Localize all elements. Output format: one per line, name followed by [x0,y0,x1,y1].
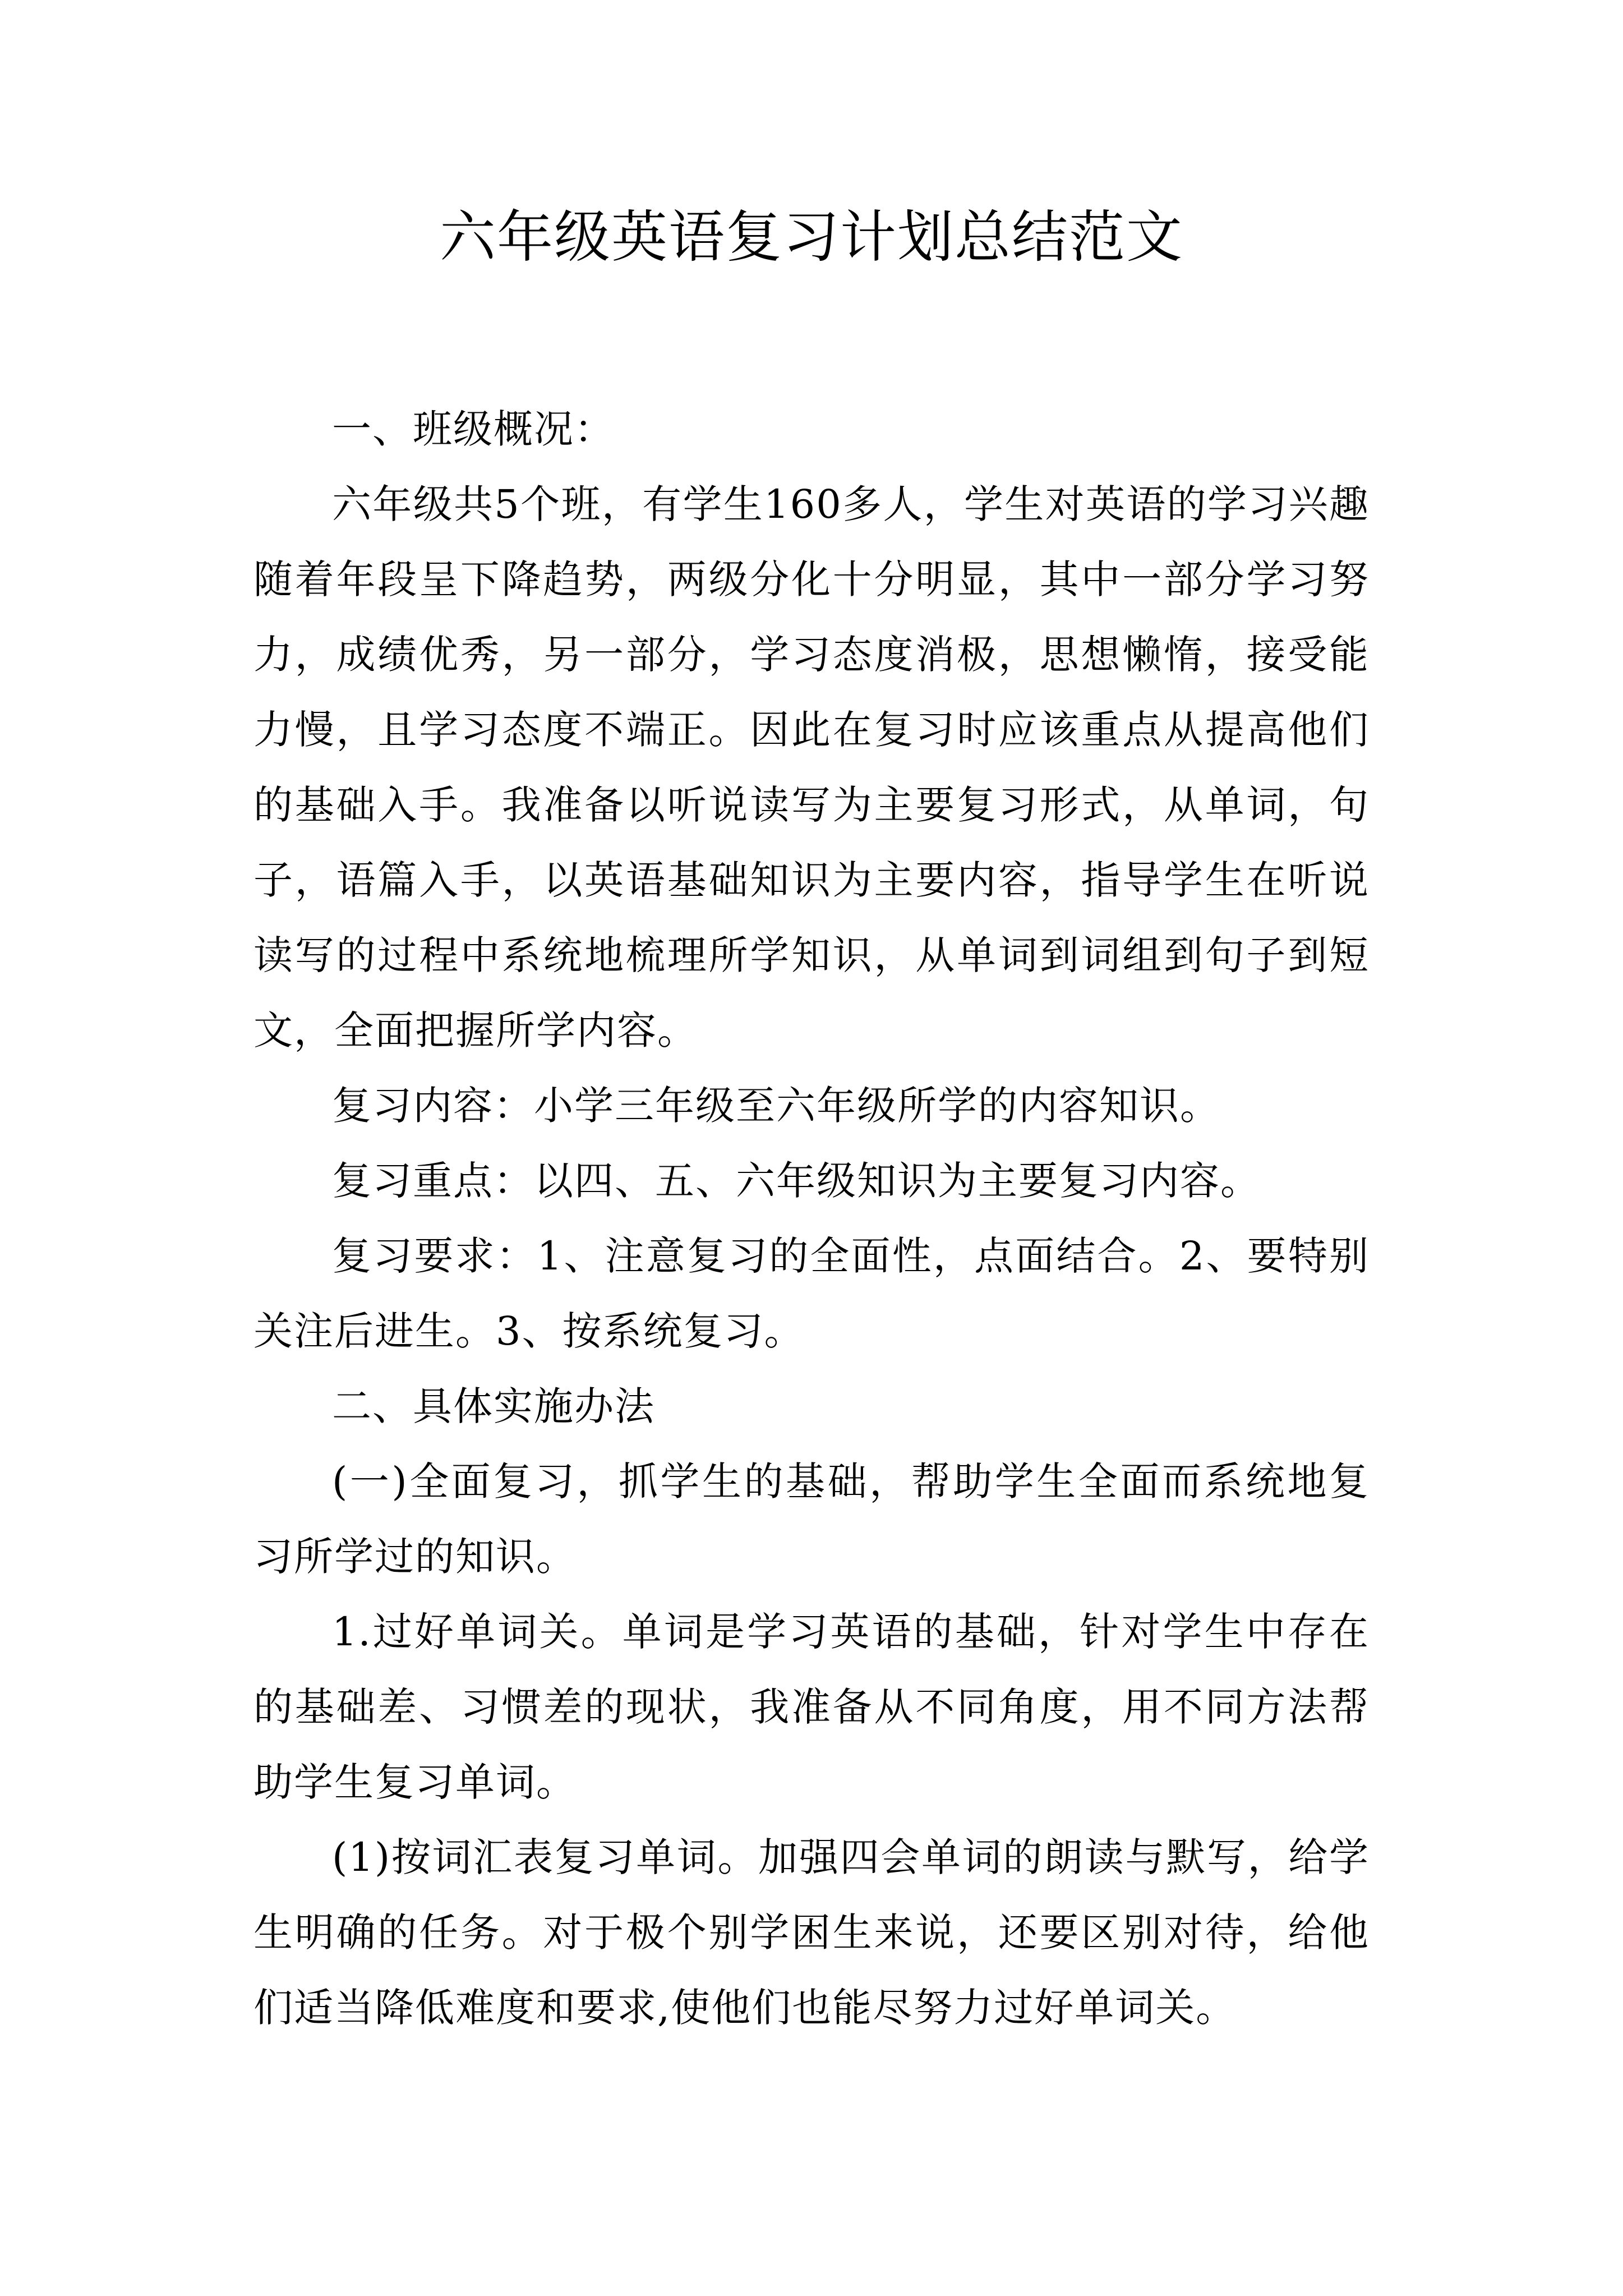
document-title: 六年级英语复习计划总结范文 [440,204,1183,270]
paragraph-review-requirements: 复习要求：1、注意复习的全面性，点面结合。2、要特别关注后进生。3、按系统复习。 [253,1233,1370,1354]
document-body [253,392,1370,2045]
paragraph-review-focus: 复习重点：以四、五、六年级知识为主要复习内容。 [332,1158,1261,1204]
paragraph-vocabulary-list-review: (1)按词汇表复习单词。加强四会单词的朗读与默写，给学生明确的任务。对于极个别学困生来说，还要区别对待，给他们适当降低难度和要求,使他们也能尽努力过好单词关。 [253,1834,1370,2031]
paragraph-vocabulary: 1.过好单词关。单词是学习英语的基础，针对学生中存在的基础差、习惯差的现状，我准备从不同角度，用不同方法帮助学生复习单词。 [253,1609,1370,1805]
section-heading-implementation: 二、具体实施办法 [332,1383,655,1429]
paragraph-class-overview: 六年级共5个班，有学生160多人，学生对英语的学习兴趣随着年段呈下降趋势，两级分化十分明显，其中一部分学习努力，成绩优秀，另一部分，学习态度消极，思想懒惰，接受能力慢，且学习态度不端正。因此在复习时应该重点从提高他们的基础入手。我准备以听说读写为主要复习形式，从单词，句子，语篇入手，以英语基础知识为主要内容，指导学生在听说读写的过程中系统地梳理所学知识，从单词到词组到句子到短文，全面把握所学内容。 [253,481,1370,1053]
paragraph-comprehensive-review: (一)全面复习，抓学生的基础，帮助学生全面而系统地复习所学过的知识。 [253,1458,1370,1580]
section-heading-class-overview: 一、班级概况： [332,406,615,452]
paragraph-review-content: 复习内容：小学三年级至六年级所学的内容知识。 [332,1083,1220,1129]
